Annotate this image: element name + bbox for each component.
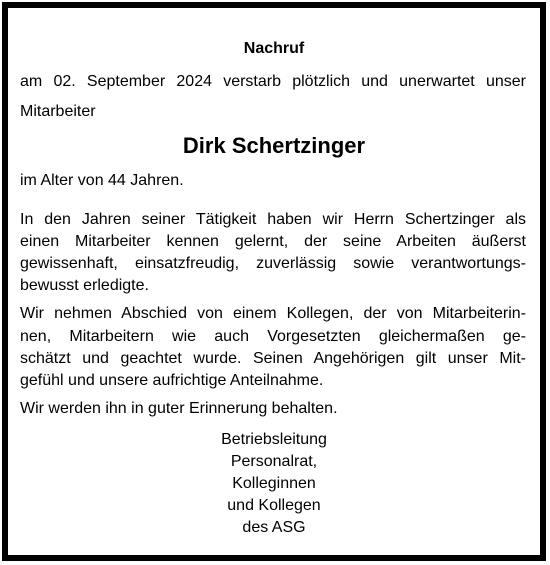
paragraph-line: Wir nehmen Abschied von einem Kollegen, der von Mitarbeiterin- [20,305,526,322]
age-line: im Alter von 44 Jahren. [20,172,184,189]
signature-line: Personalrat, [230,453,318,470]
signature-line: und Kollegen [227,497,321,514]
obituary-frame [2,2,546,561]
deceased-name: Dirk Schertzinger [182,133,366,158]
signature-line: Betriebsleitung [221,431,327,448]
paragraph-line: nen, Mitarbeitern wie auch Vorgesetzten gleichermaßen ge- [20,328,526,345]
closing-line: Wir werden ihn in guter Erinnerung behalten. [20,400,338,417]
intro-line-1: am 02. September 2024 verstarb plötzlich und unerwartet unser [20,73,526,90]
paragraph-line: gewissenhaft, einsatzfreudig, zuverlässig sowie verantwortungs- [20,255,526,272]
heading: Nachruf [243,40,305,57]
paragraph-line: schätzt und geachtet wurde. Seinen Angehörigen gilt unser Mit- [20,350,526,367]
paragraph-line: einen Mitarbeiter kennen gelernt, der seine Arbeiten äußerst [20,233,526,250]
paragraph-line: bewusst erledigte. [20,277,149,294]
paragraph-line: In den Jahren seiner Tätigkeit haben wir Herrn Schertzinger als [20,211,526,228]
signature-line: des ASG [242,519,306,536]
intro-line-2: Mitarbeiter [20,103,96,120]
signature-line: Kolleginnen [232,475,316,492]
paragraph-line: gefühl und unsere aufrichtige Anteilnahme. [20,372,324,389]
